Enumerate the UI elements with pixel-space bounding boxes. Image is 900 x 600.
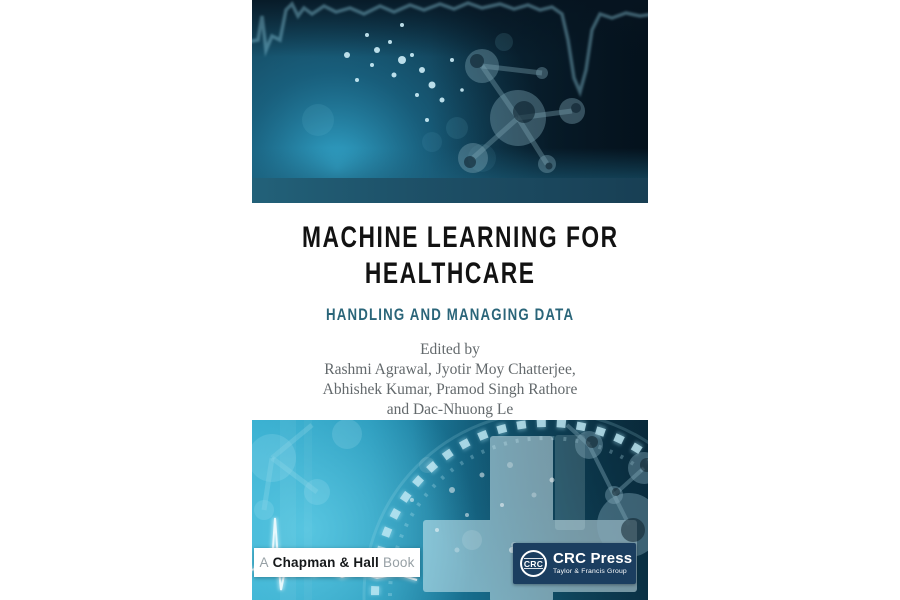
title-block xyxy=(252,203,648,420)
bottom-art xyxy=(252,420,648,600)
credits-block xyxy=(252,340,648,420)
book-title xyxy=(252,220,648,292)
crc-globe-icon: CRC xyxy=(520,550,547,577)
crc-press-logo xyxy=(513,543,636,584)
book-subtitle: HANDLING AND MANAGING DATA xyxy=(325,305,575,324)
author-line: Rashmi Agrawal, Jyotir Moy Chatterjee, xyxy=(324,361,576,378)
crc-text xyxy=(553,551,632,576)
title-line-1: MACHINE LEARNING FOR xyxy=(301,221,619,254)
edited-by-label: Edited by xyxy=(420,341,480,358)
chapman-name: Chapman & Hall xyxy=(272,555,379,570)
divider-band xyxy=(252,178,648,203)
chapman-suffix: Book xyxy=(382,555,415,570)
top-art xyxy=(252,0,648,178)
chapman-prefix: A xyxy=(259,555,269,570)
author-line: Abhishek Kumar, Pramod Singh Rathore xyxy=(322,381,578,398)
chapman-hall-label xyxy=(254,548,420,577)
crc-press-name: CRC Press xyxy=(553,550,633,568)
taylor-francis-group: Taylor & Francis Group xyxy=(553,568,627,576)
title-line-2: HEALTHCARE xyxy=(364,257,536,290)
book-cover[interactable] xyxy=(252,0,648,600)
author-line: and Dac-Nhuong Le xyxy=(386,401,514,418)
top-art-graphic xyxy=(252,0,648,178)
